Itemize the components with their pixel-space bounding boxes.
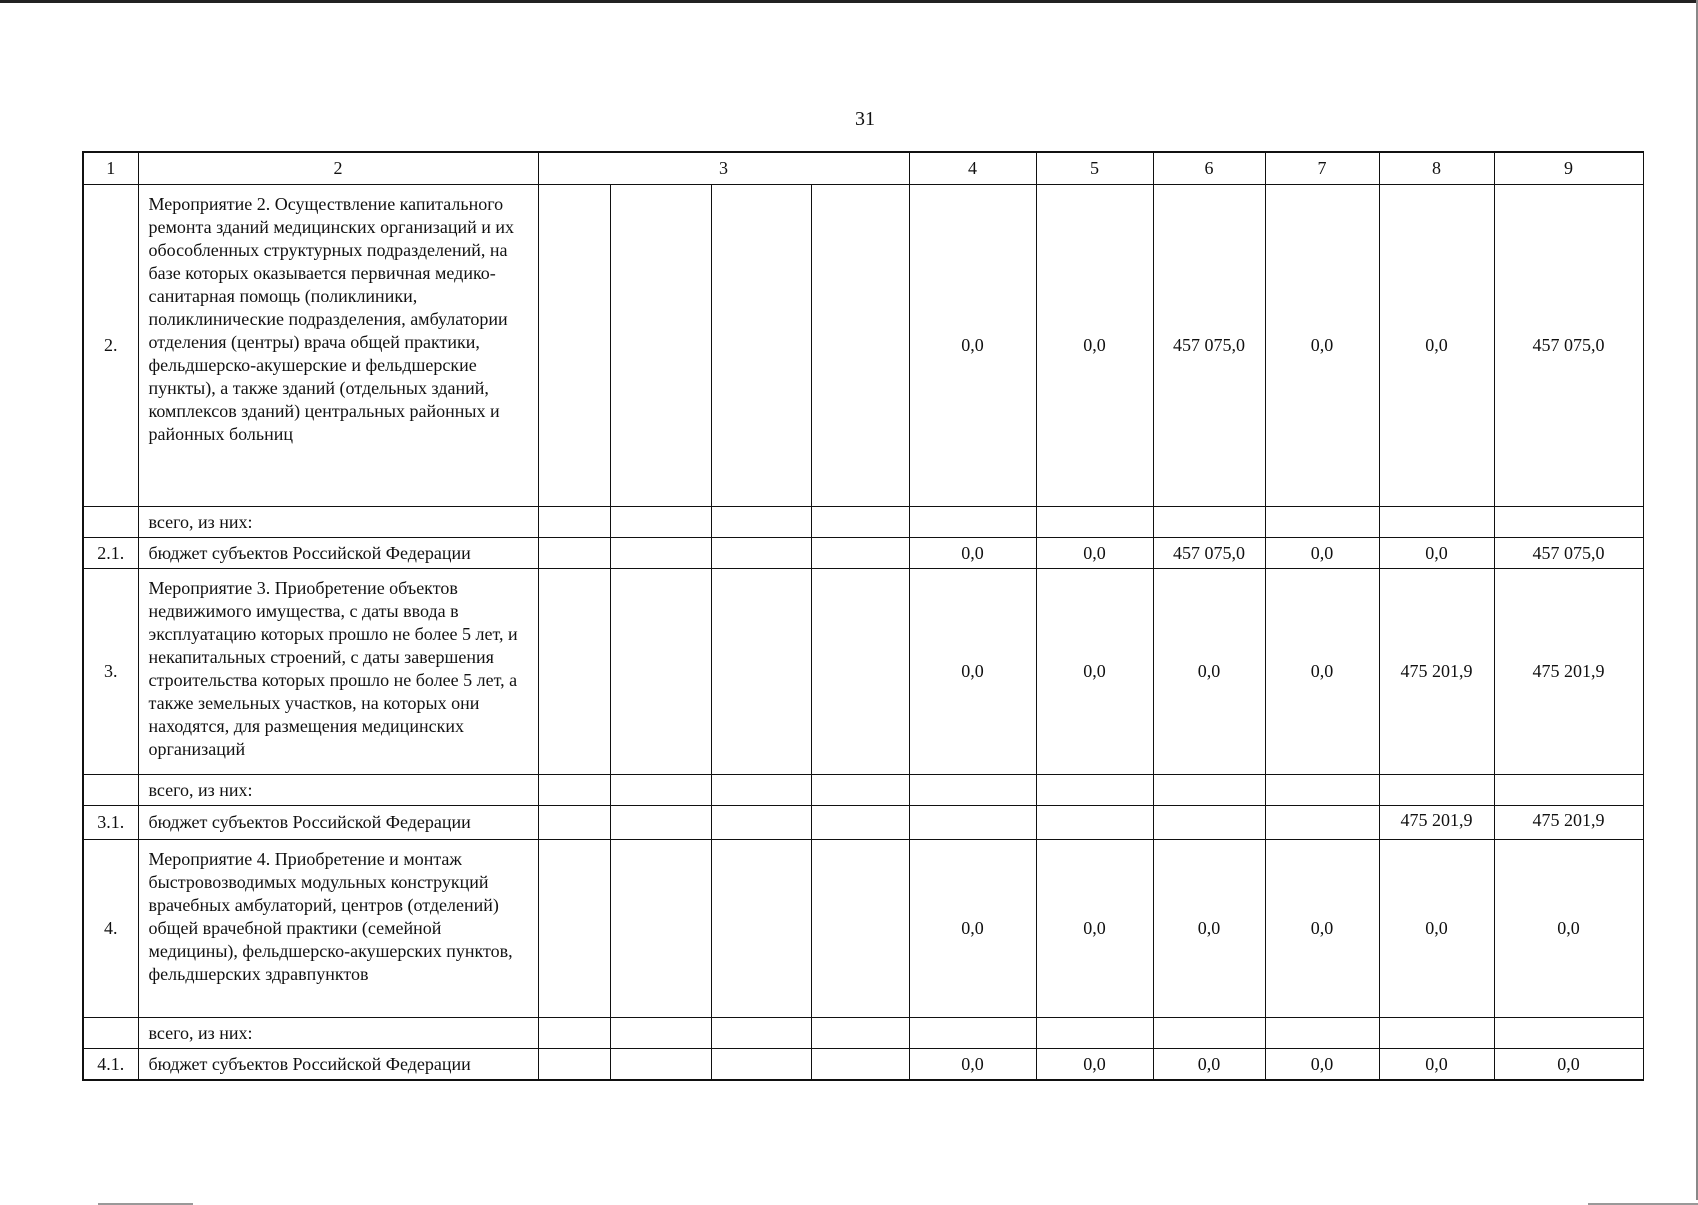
value-cell: 475 201,9 bbox=[1494, 806, 1643, 840]
value-cell: 0,0 bbox=[909, 840, 1036, 1018]
header-cell-5: 5 bbox=[1036, 152, 1153, 185]
empty-cell bbox=[83, 1018, 138, 1049]
empty-cell bbox=[1153, 1018, 1265, 1049]
value-cell: 0,0 bbox=[909, 185, 1036, 507]
activity-description: Мероприятие 4. Приобретение и монтаж быстровозводимых модульных конструкций врачебных амбулаторий, центров (отделений) общей врачебной практики (семейной медицины), фельдшерско-акушерских пунктов, фельдшерских здравпунктов bbox=[138, 840, 538, 1018]
value-cell bbox=[909, 806, 1036, 840]
empty-cell bbox=[538, 1018, 610, 1049]
value-cell: 0,0 bbox=[1494, 1049, 1643, 1081]
table-row bbox=[83, 538, 1643, 569]
table-row bbox=[83, 775, 1643, 806]
header-cell-8: 8 bbox=[1379, 152, 1494, 185]
table-row bbox=[83, 507, 1643, 538]
subtotal-label: всего, из них: bbox=[138, 775, 538, 806]
value-cell: 0,0 bbox=[1265, 185, 1379, 507]
empty-cell bbox=[711, 840, 811, 1018]
empty-cell bbox=[83, 507, 138, 538]
empty-cell bbox=[538, 775, 610, 806]
table-row bbox=[83, 1018, 1643, 1049]
value-cell: 0,0 bbox=[1265, 569, 1379, 775]
empty-cell bbox=[909, 775, 1036, 806]
table-row bbox=[83, 185, 1643, 507]
value-cell: 457 075,0 bbox=[1153, 538, 1265, 569]
value-cell: 0,0 bbox=[909, 1049, 1036, 1081]
empty-cell bbox=[1153, 507, 1265, 538]
value-cell: 457 075,0 bbox=[1494, 185, 1643, 507]
header-cell-4: 4 bbox=[909, 152, 1036, 185]
header-row bbox=[83, 152, 1643, 185]
empty-cell bbox=[711, 1049, 811, 1081]
empty-cell bbox=[1379, 775, 1494, 806]
empty-cell bbox=[1036, 1018, 1153, 1049]
empty-cell bbox=[1494, 507, 1643, 538]
value-cell: 0,0 bbox=[1036, 569, 1153, 775]
empty-cell bbox=[538, 185, 610, 507]
empty-cell bbox=[1265, 775, 1379, 806]
empty-cell bbox=[538, 507, 610, 538]
empty-cell bbox=[811, 806, 909, 840]
value-cell: 0,0 bbox=[909, 569, 1036, 775]
empty-cell bbox=[610, 1049, 711, 1081]
value-cell: 0,0 bbox=[1153, 840, 1265, 1018]
empty-cell bbox=[538, 806, 610, 840]
empty-cell bbox=[811, 840, 909, 1018]
budget-label: бюджет субъектов Российской Федерации bbox=[138, 806, 538, 840]
value-cell: 0,0 bbox=[1379, 185, 1494, 507]
table-row bbox=[83, 840, 1643, 1018]
value-cell bbox=[1265, 806, 1379, 840]
row-number: 4.1. bbox=[83, 1049, 138, 1081]
value-cell: 0,0 bbox=[1153, 569, 1265, 775]
value-cell: 0,0 bbox=[1036, 538, 1153, 569]
empty-cell bbox=[610, 538, 711, 569]
value-cell: 0,0 bbox=[909, 538, 1036, 569]
value-cell: 475 201,9 bbox=[1494, 569, 1643, 775]
empty-cell bbox=[811, 1018, 909, 1049]
empty-cell bbox=[1036, 507, 1153, 538]
empty-cell bbox=[538, 840, 610, 1018]
value-cell: 0,0 bbox=[1379, 538, 1494, 569]
value-cell: 0,0 bbox=[1265, 840, 1379, 1018]
empty-cell bbox=[1494, 1018, 1643, 1049]
row-number: 3.1. bbox=[83, 806, 138, 840]
header-cell-6: 6 bbox=[1153, 152, 1265, 185]
header-cell-7: 7 bbox=[1265, 152, 1379, 185]
value-cell: 0,0 bbox=[1379, 840, 1494, 1018]
empty-cell bbox=[811, 185, 909, 507]
empty-cell bbox=[610, 1018, 711, 1049]
empty-cell bbox=[538, 538, 610, 569]
empty-cell bbox=[610, 840, 711, 1018]
empty-cell bbox=[1036, 775, 1153, 806]
empty-cell bbox=[1494, 775, 1643, 806]
value-cell: 0,0 bbox=[1494, 840, 1643, 1018]
empty-cell bbox=[610, 775, 711, 806]
empty-cell bbox=[711, 538, 811, 569]
row-number: 3. bbox=[83, 569, 138, 775]
scan-edge-top bbox=[0, 0, 1698, 3]
value-cell: 457 075,0 bbox=[1494, 538, 1643, 569]
empty-cell bbox=[610, 569, 711, 775]
value-cell: 0,0 bbox=[1153, 1049, 1265, 1081]
empty-cell bbox=[711, 185, 811, 507]
empty-cell bbox=[909, 1018, 1036, 1049]
empty-cell bbox=[711, 775, 811, 806]
header-cell-9: 9 bbox=[1494, 152, 1643, 185]
empty-cell bbox=[711, 569, 811, 775]
value-cell: 0,0 bbox=[1036, 1049, 1153, 1081]
empty-cell bbox=[610, 806, 711, 840]
value-cell: 475 201,9 bbox=[1379, 806, 1494, 840]
row-number: 2. bbox=[83, 185, 138, 507]
empty-cell bbox=[811, 507, 909, 538]
value-cell: 0,0 bbox=[1379, 1049, 1494, 1081]
empty-cell bbox=[538, 1049, 610, 1081]
empty-cell bbox=[610, 507, 711, 538]
value-cell: 457 075,0 bbox=[1153, 185, 1265, 507]
subtotal-label: всего, из них: bbox=[138, 507, 538, 538]
empty-cell bbox=[538, 569, 610, 775]
empty-cell bbox=[909, 507, 1036, 538]
header-cell-2: 2 bbox=[138, 152, 538, 185]
empty-cell bbox=[1265, 507, 1379, 538]
empty-cell bbox=[1153, 775, 1265, 806]
empty-cell bbox=[610, 185, 711, 507]
table-row bbox=[83, 569, 1643, 775]
empty-cell bbox=[811, 775, 909, 806]
empty-cell bbox=[811, 538, 909, 569]
budget-label: бюджет субъектов Российской Федерации bbox=[138, 538, 538, 569]
header-cell-1: 1 bbox=[83, 152, 138, 185]
value-cell bbox=[1036, 806, 1153, 840]
value-cell: 0,0 bbox=[1265, 1049, 1379, 1081]
value-cell: 475 201,9 bbox=[1379, 569, 1494, 775]
header-cell-3: 3 bbox=[538, 152, 909, 185]
table-row bbox=[83, 806, 1643, 840]
financing-table bbox=[82, 151, 1644, 1081]
row-number: 4. bbox=[83, 840, 138, 1018]
empty-cell bbox=[711, 1018, 811, 1049]
subtotal-label: всего, из них: bbox=[138, 1018, 538, 1049]
value-cell: 0,0 bbox=[1036, 185, 1153, 507]
empty-cell bbox=[811, 1049, 909, 1081]
empty-cell bbox=[711, 507, 811, 538]
page-number: 31 bbox=[855, 108, 875, 130]
row-number: 2.1. bbox=[83, 538, 138, 569]
value-cell bbox=[1153, 806, 1265, 840]
empty-cell bbox=[1379, 1018, 1494, 1049]
empty-cell bbox=[1379, 507, 1494, 538]
empty-cell bbox=[83, 775, 138, 806]
empty-cell bbox=[1265, 1018, 1379, 1049]
value-cell: 0,0 bbox=[1265, 538, 1379, 569]
table-row bbox=[83, 1049, 1643, 1081]
activity-description: Мероприятие 3. Приобретение объектов недвижимого имущества, с даты ввода в эксплуатацию которых прошло не более 5 лет, и некапитальных строений, с даты завершения строительства которых прошло не более 5 лет, а также земельных участков, на которых они находятся, для размещения медицинских организаций bbox=[138, 569, 538, 775]
empty-cell bbox=[811, 569, 909, 775]
activity-description: Мероприятие 2. Осуществление капитального ремонта зданий медицинских организаций и их обособленных структурных подразделений, на базе которых оказывается первичная медико-санитарная помощь (поликлиники, поликлинические подразделения, амбулатории отделения (центры) врача общей практики, фельдшерско-акушерские и фельдшерские пункты), а также зданий (отдельных зданий, комплексов зданий) центральных районных и районных больниц bbox=[138, 185, 538, 507]
value-cell: 0,0 bbox=[1036, 840, 1153, 1018]
empty-cell bbox=[711, 806, 811, 840]
budget-label: бюджет субъектов Российской Федерации bbox=[138, 1049, 538, 1081]
